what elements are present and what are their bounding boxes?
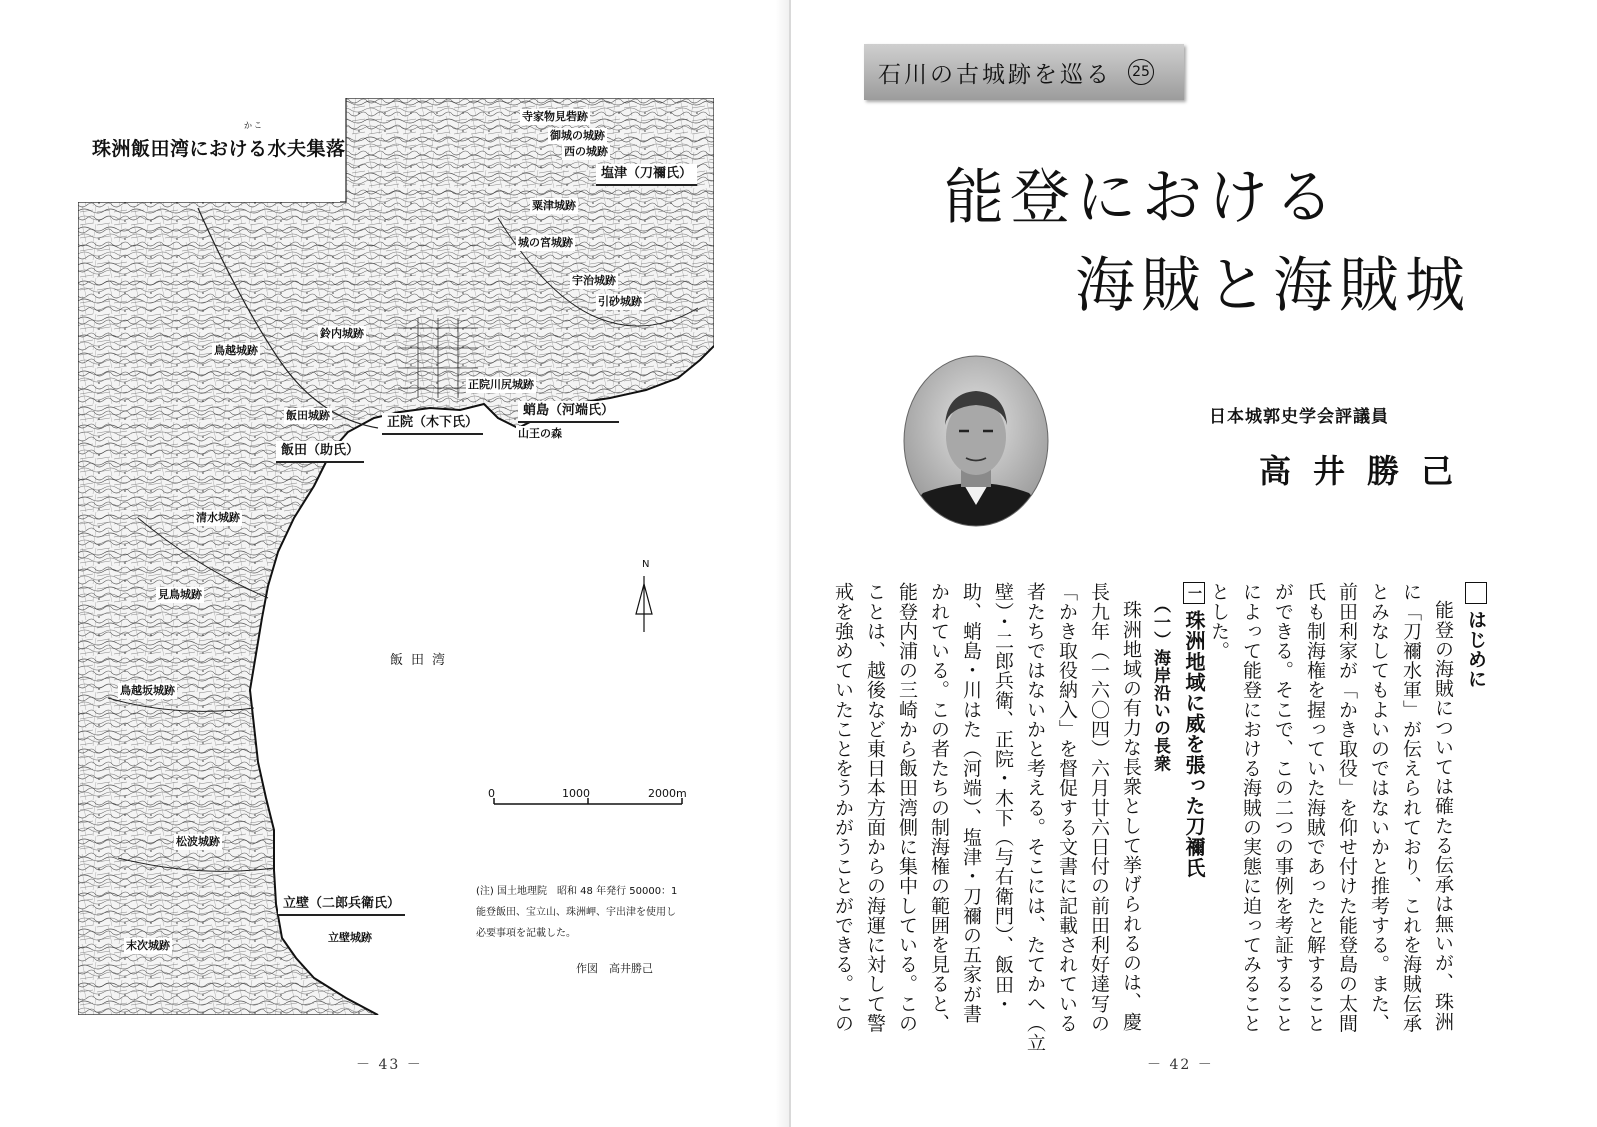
map-label-hikisuna: 引砂城跡 [598, 295, 642, 308]
map-label-shimizu: 清水城跡 [196, 511, 240, 524]
map-label-hachijima: 蛸島（河端氏） [518, 401, 619, 423]
subsection1-title: （一）海岸沿いの長衆 [1150, 596, 1170, 772]
north-arrow-label: N [642, 559, 650, 570]
map-note-line: (注) 国土地理院 昭和 48 年発行 50000：1 [476, 886, 678, 897]
map-label-shoinkawajiri: 正院川尻城跡 [468, 378, 534, 391]
body-line: 「かき取役納入」を督促する文書に記載されている [1056, 582, 1078, 1033]
scale-end: 2000m [648, 787, 687, 800]
body-line: とみなしてもよいのではないかと推考する。また、 [1368, 582, 1390, 1033]
series-banner [864, 44, 1184, 100]
body-line: 助、蛸島・川はた（河端）、塩津・刀禰の五家が書 [960, 582, 982, 1024]
map-label-matsunami: 松波城跡 [176, 835, 220, 848]
map-title-ruby: かこ [244, 121, 264, 130]
map-label-awazu: 粟津城跡 [532, 199, 576, 212]
body-line: によって能登における海賊の実態に迫ってみること [1240, 582, 1262, 1033]
intro-heading-text: はじめに [1465, 610, 1487, 689]
author-name: 高井勝己 [1259, 452, 1476, 490]
map-label-nishi: 西の城跡 [564, 145, 608, 158]
topographic-map [78, 98, 714, 1015]
article-title-line1: 能登における [944, 163, 1340, 233]
body-line: 前田利家が「かき取役」を仰せ付けた能登島の太間 [1336, 582, 1358, 1033]
map-label-shiotsu: 塩津（刀禰氏） [596, 164, 697, 186]
map-note [476, 881, 726, 944]
map-label-torigoesaka: 鳥越坂城跡 [120, 684, 175, 697]
section1-number-box: 一 [1183, 582, 1205, 604]
map-note-line: 必要事項を記載した。 [476, 928, 576, 939]
map-title: 珠洲飯田湾における水夫集落 [92, 138, 346, 160]
right-page [791, 0, 1597, 1127]
map-label-bay: 飯田湾 [390, 653, 454, 668]
map-label-shironomiya: 城の宮城跡 [518, 236, 573, 249]
left-page [0, 0, 790, 1127]
map-label-torigoe: 鳥越城跡 [214, 344, 258, 357]
scale-zero: 0 [488, 787, 495, 800]
map-label-mitori: 見鳥城跡 [158, 588, 202, 601]
body-line: 長九年（一六〇四）六月廿六日付の前田利好達写の [1088, 582, 1110, 1033]
map-label-suzuuchi: 鈴内城跡 [320, 327, 364, 340]
body-line: 氏も制海権を握っていた海賊であったと解すること [1304, 582, 1326, 1033]
series-title: 石川の古城跡を巡る [878, 61, 1112, 88]
section1-title: 珠洲地域に威を張った刀禰氏 [1182, 610, 1206, 878]
body-line: 珠洲地域の有力な長衆として挙げられるのは、慶 [1120, 600, 1142, 1032]
map-label-sannou: 山王の森 [518, 427, 562, 440]
map-label-mishiro: 御城の城跡 [550, 129, 605, 142]
map-title-box [78, 98, 346, 202]
article-title-line2: 海賊と海賊城 [1075, 251, 1471, 321]
map-note-line: 能登飯田、宝立山、珠洲岬、宇出津を使用し [476, 907, 676, 918]
section1-heading [1183, 582, 1205, 878]
body-line: 戒を強めていたことをうかがうことができる。この [832, 582, 854, 1033]
body-line: 壁）・二郎兵衛、正院・木下（与右衛門）、飯田・ [992, 582, 1014, 1014]
map-label-sueji: 末次城跡 [126, 939, 170, 952]
map-label-tatekabe: 立壁（二郎兵衛氏） [278, 894, 405, 916]
map-label-iida: 飯田（助氏） [276, 441, 364, 463]
body-line: ができる。そこで、この二つの事例を考証すること [1272, 582, 1294, 1033]
intro-heading [1465, 582, 1487, 688]
gutter-shadow [775, 0, 789, 1127]
map-label-jike: 寺家物見砦跡 [522, 110, 588, 123]
map-figure [78, 98, 714, 1015]
body-line: 者たちではないかと考える。そこには、たてかへ（立 [1024, 582, 1046, 1053]
heading-box-icon [1465, 582, 1487, 604]
map-label-ujitsu: 宇治城跡 [572, 274, 616, 287]
body-line: ことは、越後など東日本方面からの海運に対して警 [864, 582, 886, 1033]
author-photo [903, 355, 1049, 527]
body-line: かれている。この者たちの制海権の範囲を見ると、 [928, 582, 950, 1033]
body-line: 能登の海賊については確たる伝承は無いが、珠洲 [1432, 600, 1454, 1032]
map-label-shoin: 正院（木下氏） [382, 413, 483, 435]
scale-mid: 1000 [562, 787, 590, 800]
map-label-iida-castle: 飯田城跡 [286, 409, 330, 422]
map-credit: 作図 高井勝己 [576, 962, 653, 975]
map-label-tatekabe-castle: 立壁城跡 [328, 931, 372, 944]
body-line: 能登内浦の三崎から飯田湾側に集中している。この [896, 582, 918, 1033]
body-line: に「刀禰水軍」が伝えられており、これを海賊伝承 [1400, 582, 1422, 1033]
author-affiliation: 日本城郭史学会評議員 [1209, 407, 1389, 427]
body-line: とした。 [1208, 582, 1230, 661]
page-number-left: － 43 － [356, 1057, 423, 1073]
page-number-right: － 42 － [1147, 1057, 1214, 1073]
series-number-badge: 25 [1128, 59, 1154, 85]
